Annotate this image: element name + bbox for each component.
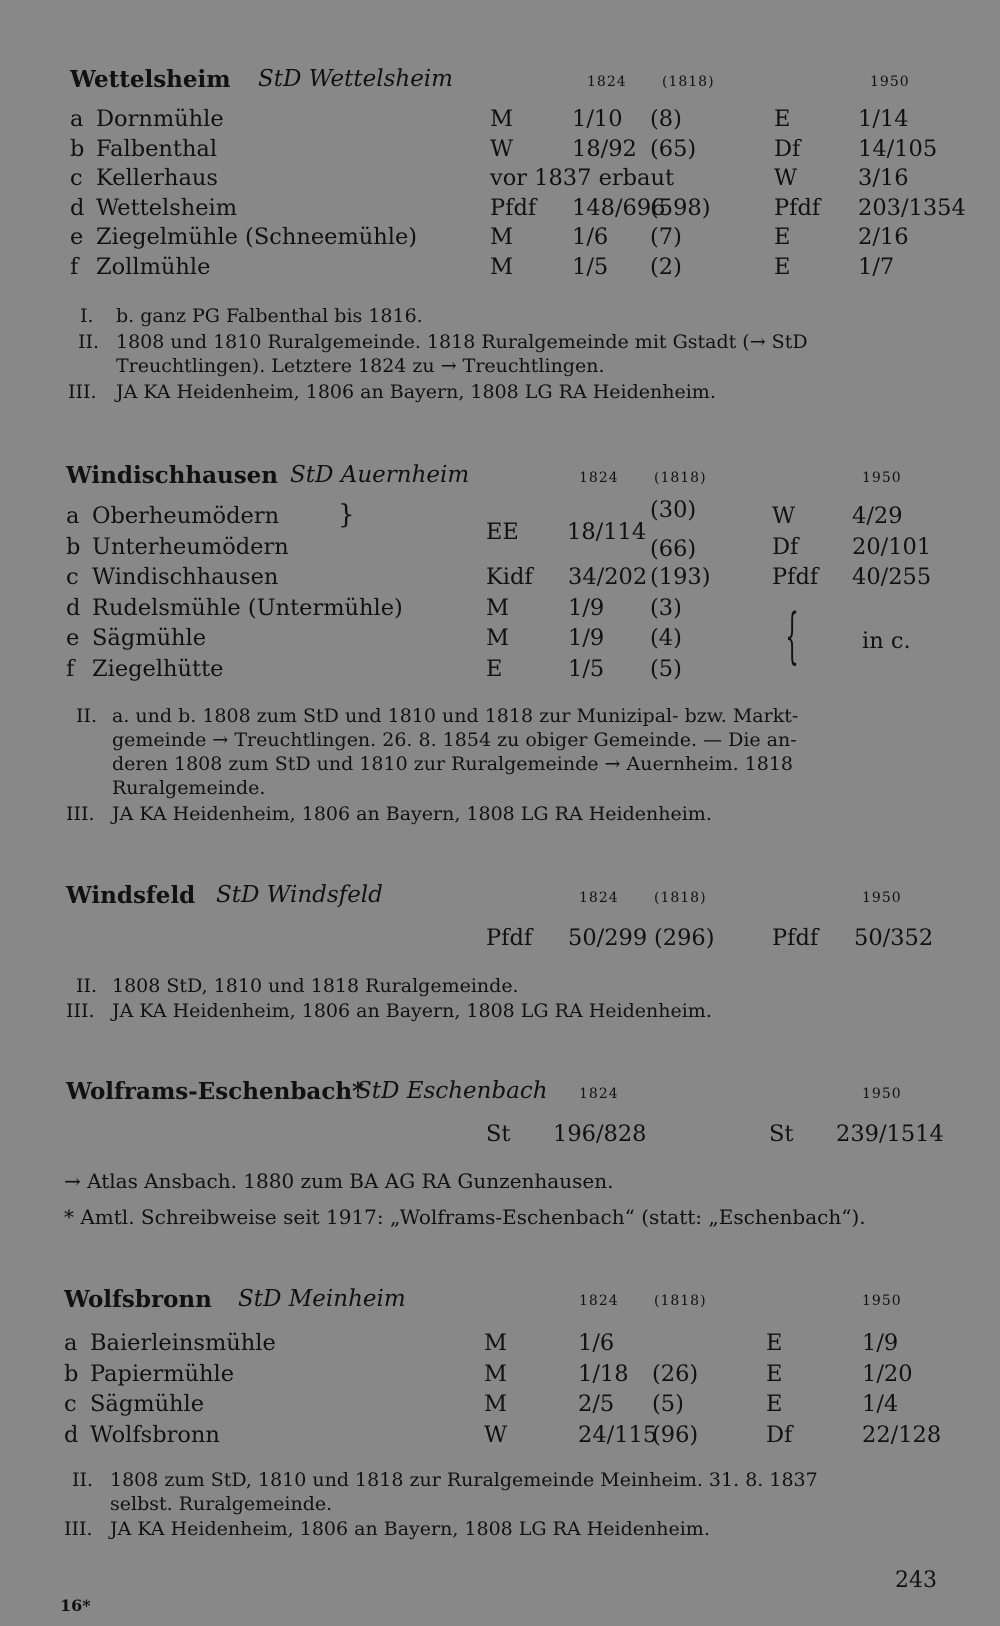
note-label: II.: [76, 705, 98, 727]
value-1824: 1/5: [572, 253, 609, 280]
note-text: gemeinde → Treuchtlingen. 26. 8. 1854 zu obiger Gemeinde. — Die an-: [112, 729, 797, 751]
value-1818: (7): [650, 224, 682, 250]
note-text: 1808 und 1810 Ruralgemeinde. 1818 Ruralgemeinde mit Gstadt (→ StD: [116, 331, 808, 353]
value-1950: 4/29: [852, 503, 903, 529]
brace-ab: }: [338, 500, 355, 530]
value-1950: 3/16: [858, 165, 909, 191]
row-letter: a: [66, 503, 80, 529]
value-1824: 50/299: [568, 925, 648, 951]
entry-district: StD Wettelsheim: [258, 66, 453, 92]
entry-title: Windsfeld: [66, 882, 196, 909]
value-1824: 1/5: [568, 655, 605, 682]
note-label: III.: [66, 803, 95, 825]
row-letter: f: [66, 655, 75, 682]
table-row: [0, 564, 1000, 594]
type-1950: Df: [772, 533, 799, 560]
value-1818: (3): [650, 594, 682, 621]
place-name: Zollmühle: [96, 253, 211, 280]
value-1824: 1/6: [578, 1330, 615, 1356]
entry-district: StD Meinheim: [238, 1286, 406, 1312]
type-1824: Pfdf: [490, 194, 537, 221]
table-row: [0, 1121, 1000, 1151]
table-row: [0, 625, 1000, 655]
value-1818: (5): [650, 655, 682, 682]
table-row: [0, 195, 1000, 225]
type-1950: E: [766, 1330, 783, 1356]
value-1824: 148/696: [572, 194, 666, 221]
value-1824: 2/5: [578, 1391, 615, 1417]
type-1824: E: [486, 655, 503, 682]
value-1818: (96): [652, 1421, 699, 1448]
row-letter: d: [70, 194, 85, 221]
ab-type: EE: [486, 519, 519, 545]
year-1950-label: 1950: [862, 890, 902, 906]
place-name: Sägmühle: [92, 625, 207, 651]
note-text: 1808 zum StD, 1810 und 1818 zur Ruralgemeinde Meinheim. 31. 8. 1837: [110, 1469, 818, 1491]
value-1818: (193): [650, 564, 711, 590]
value-1824: 24/115: [578, 1421, 658, 1448]
type-1824: M: [486, 625, 510, 651]
value-1950: 2/16: [858, 224, 909, 250]
value-1950: 20/101: [852, 533, 932, 560]
note-label: III.: [66, 1000, 95, 1022]
note-text: JA KA Heidenheim, 1806 an Bayern, 1808 LG RA Heidenheim.: [112, 803, 712, 825]
type-1950: E: [774, 253, 791, 280]
value-1818: (598): [650, 194, 711, 221]
year-1824-label: 1824: [579, 1293, 619, 1309]
value-1950: 1/7: [858, 253, 895, 280]
year-1824-label: 1824: [579, 1086, 619, 1102]
entry-title: Wolframs-Eschenbach*: [66, 1078, 365, 1105]
type-1950: Pfdf: [774, 194, 821, 221]
value-1824: 1/9: [568, 594, 605, 621]
entry-title: Wolfsbronn: [64, 1286, 212, 1313]
note-text: * Amtl. Schreibweise seit 1917: „Wolframs-Eschenbach“ (statt: „Eschenbach“).: [64, 1205, 866, 1229]
entry-district: StD Windsfeld: [216, 882, 383, 908]
ab-1824: 18/114: [567, 519, 647, 545]
place-name: Ziegelmühle (Schneemühle): [96, 224, 418, 250]
note-text: selbst. Ruralgemeinde.: [110, 1493, 333, 1515]
year-1818-label: (1818): [662, 74, 715, 90]
value-1950: 14/105: [858, 135, 938, 162]
signature-mark: 16*: [60, 1596, 91, 1615]
type-1950: E: [766, 1391, 783, 1417]
place-name: Papiermühle: [90, 1360, 235, 1387]
table-row: [0, 136, 1000, 166]
value-1818: (296): [654, 925, 715, 951]
year-1950-label: 1950: [862, 1086, 902, 1102]
place-name: Baierleinsmühle: [90, 1330, 276, 1356]
value-1950: 40/255: [852, 564, 932, 590]
year-1950-label: 1950: [862, 470, 902, 486]
type-1950: St: [769, 1121, 794, 1147]
value-1818: (65): [650, 135, 697, 162]
table-row: [0, 595, 1000, 625]
type-1824: Kidf: [486, 564, 533, 590]
value-1950: 203/1354: [858, 194, 966, 221]
row-letter: e: [70, 224, 84, 250]
type-1950: Df: [774, 135, 801, 162]
note-label: II.: [76, 975, 98, 997]
type-1824: M: [490, 224, 514, 250]
value-1824: 1/6: [572, 224, 609, 250]
value-1824: 18/92: [572, 135, 637, 162]
place-name: Wolfsbronn: [90, 1421, 220, 1448]
row-letter: f: [70, 253, 79, 280]
type-1824: M: [484, 1360, 508, 1387]
place-name: Rudelsmühle (Untermühle): [92, 594, 403, 621]
note-text: Treuchtlingen). Letztere 1824 zu → Treuchtlingen.: [116, 355, 605, 377]
row-letter: c: [64, 1391, 77, 1417]
value-1824: 1/18: [578, 1360, 629, 1387]
note-text: deren 1808 zum StD und 1810 zur Ruralgemeinde → Auernheim. 1818: [112, 753, 794, 775]
note-text: → Atlas Ansbach. 1880 zum BA AG RA Gunzenhausen.: [64, 1169, 614, 1193]
note-text: 1808 StD, 1810 und 1818 Ruralgemeinde.: [112, 975, 519, 997]
note-text: a. und b. 1808 zum StD und 1810 und 1818 zur Munizipal- bzw. Markt-: [112, 705, 799, 727]
value-1818: (4): [650, 625, 682, 651]
row-letter: a: [70, 106, 84, 132]
type-1824: vor 1837 erbaut: [490, 165, 674, 191]
value-1950: 239/1514: [836, 1121, 944, 1147]
type-1824: M: [484, 1391, 508, 1417]
note-text: JA KA Heidenheim, 1806 an Bayern, 1808 LG RA Heidenheim.: [110, 1518, 710, 1540]
place-name: Falbenthal: [96, 135, 218, 162]
place-name: Kellerhaus: [96, 165, 218, 191]
type-1824: M: [486, 594, 510, 621]
type-1824: M: [490, 253, 514, 280]
type-1824: M: [490, 106, 514, 132]
place-name: Wettelsheim: [96, 194, 238, 221]
value-1950: 50/352: [854, 925, 934, 951]
row-letter: e: [66, 625, 80, 651]
row-letter: c: [66, 564, 79, 590]
table-row: [0, 925, 1000, 955]
place-name: Sägmühle: [90, 1391, 205, 1417]
row-letter: b: [64, 1360, 79, 1387]
value-1950: 1/14: [858, 106, 909, 132]
table-row: [0, 165, 1000, 195]
brace-def: {: [785, 601, 799, 671]
value-1818: (66): [650, 535, 697, 562]
table-row: [0, 254, 1000, 284]
note-text: JA KA Heidenheim, 1806 an Bayern, 1808 LG RA Heidenheim.: [112, 1000, 712, 1022]
page-number: 243: [895, 1568, 937, 1593]
note-label: III.: [68, 381, 97, 403]
place-name: Windischhausen: [92, 564, 279, 590]
place-name: Dornmühle: [96, 106, 224, 132]
type-1950: W: [772, 503, 796, 529]
type-1950: Pfdf: [772, 564, 819, 590]
value-1818: (8): [650, 106, 682, 132]
type-1950: E: [774, 224, 791, 250]
place-name: Unterheumödern: [92, 533, 289, 560]
type-1950: Df: [766, 1421, 793, 1448]
row-letter: c: [70, 165, 83, 191]
value-1950: 22/128: [862, 1421, 942, 1448]
type-1824: W: [490, 135, 514, 162]
row-letter: d: [64, 1421, 79, 1448]
table-row: [0, 1422, 1000, 1452]
row-letter: d: [66, 594, 81, 621]
value-1824: 1/9: [568, 625, 605, 651]
type-1950: W: [774, 165, 798, 191]
value-1818: (5): [652, 1391, 684, 1417]
type-1824: St: [486, 1121, 511, 1147]
value-1824: 196/828: [553, 1121, 647, 1147]
table-row: [0, 224, 1000, 254]
table-row: [0, 1391, 1000, 1421]
value-1950: 1/20: [862, 1360, 913, 1387]
place-name: Oberheumödern: [92, 503, 280, 529]
note-label: II.: [78, 331, 100, 353]
year-1824-label: 1824: [579, 470, 619, 486]
type-1950: Pfdf: [772, 925, 819, 951]
value-1818: (30): [650, 497, 697, 523]
row-letter: b: [70, 135, 85, 162]
note-text: JA KA Heidenheim, 1806 an Bayern, 1808 LG RA Heidenheim.: [116, 381, 716, 403]
table-row: [0, 1330, 1000, 1360]
place-name: Ziegelhütte: [92, 655, 224, 682]
value-1824: 1/10: [572, 106, 623, 132]
type-1950: E: [766, 1360, 783, 1387]
year-1818-label: (1818): [654, 890, 707, 906]
year-1824-label: 1824: [587, 74, 627, 90]
entry-district: StD Auernheim: [290, 462, 470, 488]
year-1818-label: (1818): [654, 1293, 707, 1309]
note-label: II.: [72, 1469, 94, 1491]
note-text: b. ganz PG Falbenthal bis 1816.: [116, 305, 423, 327]
row-letter: a: [64, 1330, 78, 1356]
table-row: [0, 656, 1000, 686]
note-label: I.: [80, 305, 94, 327]
table-row: [0, 106, 1000, 136]
type-1824: W: [484, 1421, 508, 1448]
type-1824: M: [484, 1330, 508, 1356]
def-1950: in c.: [862, 628, 911, 654]
value-1824: 34/202: [568, 564, 648, 590]
value-1950: 1/9: [862, 1330, 899, 1356]
value-1818: (2): [650, 253, 682, 280]
entry-district: StD Eschenbach: [356, 1078, 548, 1104]
year-1818-label: (1818): [654, 470, 707, 486]
table-row: [0, 1361, 1000, 1391]
year-1824-label: 1824: [579, 890, 619, 906]
value-1950: 1/4: [862, 1391, 899, 1417]
value-1818: (26): [652, 1360, 699, 1387]
row-letter: b: [66, 533, 81, 560]
entry-title: Wettelsheim: [70, 66, 231, 93]
year-1950-label: 1950: [862, 1293, 902, 1309]
type-1824: Pfdf: [486, 925, 533, 951]
note-text: Ruralgemeinde.: [112, 777, 266, 799]
entry-title: Windischhausen: [66, 462, 279, 489]
note-label: III.: [64, 1518, 93, 1540]
type-1950: E: [774, 106, 791, 132]
year-1950-label: 1950: [870, 74, 910, 90]
